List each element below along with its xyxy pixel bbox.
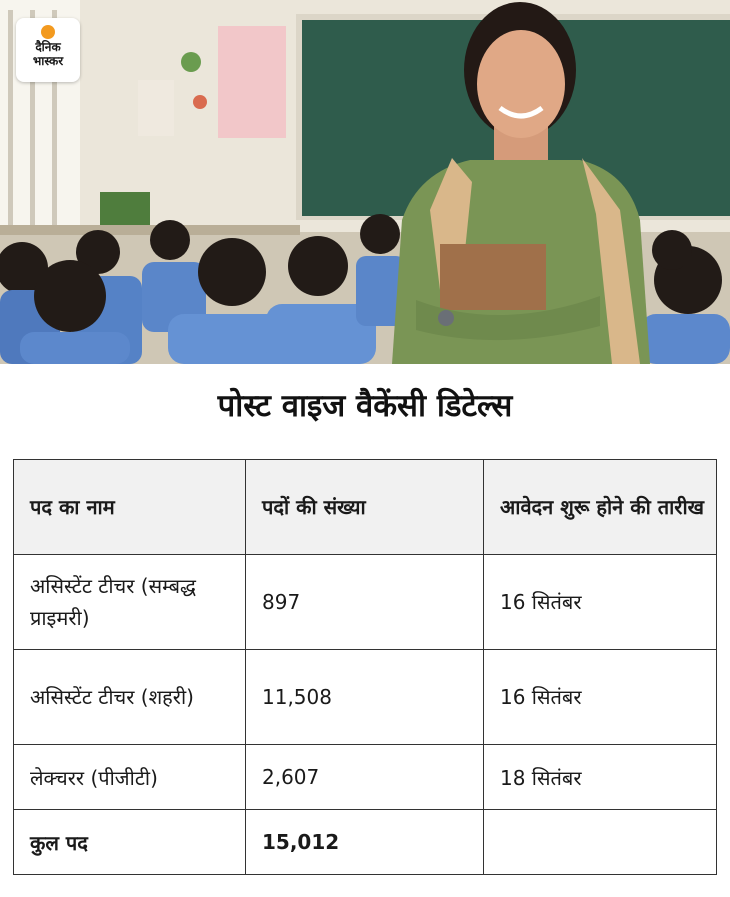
cell-post-count: 11,508 [246,650,484,745]
cell-post-name: असिस्टेंट टीचर (सम्बद्ध प्राइमरी) [14,555,246,650]
dainik-bhaskar-logo [16,18,80,82]
header-post-count: पदों की संख्या [246,460,484,555]
table-row [14,650,717,745]
cell-post-count: 2,607 [246,745,484,810]
header-post-name: पद का नाम [14,460,246,555]
cell-total-count: 15,012 [246,810,484,875]
table-row [14,745,717,810]
cell-start-date: 16 सितंबर [484,555,717,650]
cell-post-name: लेक्चरर (पीजीटी) [14,745,246,810]
vacancy-table [13,459,717,875]
header-application-start-date: आवेदन शुरू होने की तारीख [484,460,717,555]
cell-post-name: असिस्टेंट टीचर (शहरी) [14,650,246,745]
table-header-row [14,460,717,555]
classroom-teacher-illustration [0,0,730,364]
hero-image [0,0,730,364]
logo-text-line1: दैनिक [35,40,61,54]
cell-total-empty [484,810,717,875]
cell-total-label: कुल पद [14,810,246,875]
sun-icon [41,25,55,39]
cell-start-date: 18 सितंबर [484,745,717,810]
logo-text-line2: भास्कर [32,54,64,68]
table-total-row [14,810,717,875]
cell-start-date: 16 सितंबर [484,650,717,745]
table-row [14,555,717,650]
cell-post-count: 897 [246,555,484,650]
page-title: पोस्ट वाइज वैकेंसी डिटेल्स [217,388,513,424]
